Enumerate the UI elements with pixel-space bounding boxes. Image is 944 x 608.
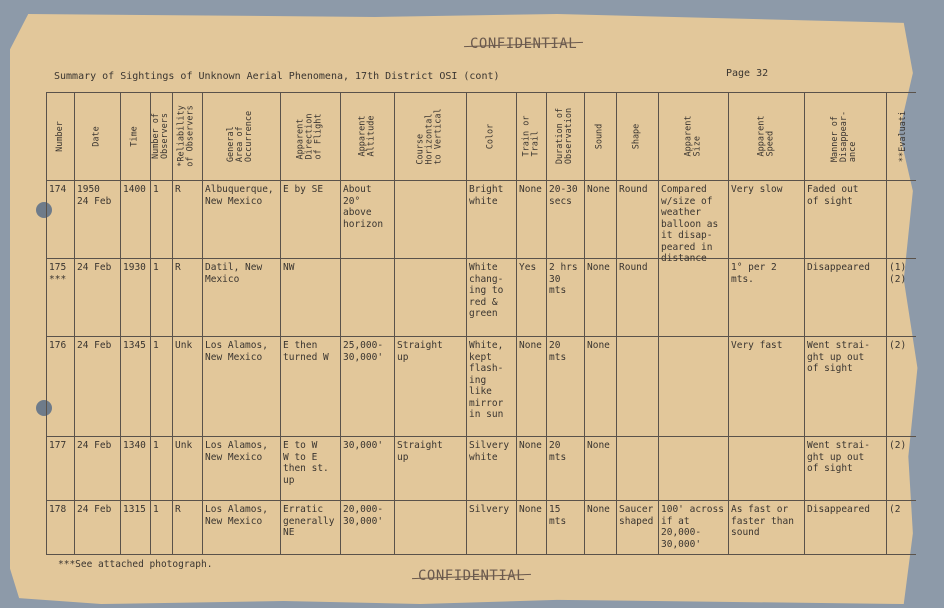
- cell-area: Datil, New Mexico: [205, 262, 263, 285]
- cell-course: [397, 504, 465, 552]
- column-header-label: Apparent Size: [682, 115, 702, 157]
- cell-shape: Round: [619, 262, 648, 273]
- cell-observers: 1: [153, 184, 159, 195]
- row-rule: [46, 336, 916, 337]
- cell-number: 174: [49, 184, 67, 195]
- cell-reliability: Unk: [175, 440, 193, 451]
- column-header: [516, 94, 546, 178]
- column-header-label: Color: [485, 123, 496, 149]
- cell-altitude: 30,000': [343, 440, 384, 451]
- row-rule: [46, 180, 916, 181]
- cell-reliability: R: [175, 504, 181, 515]
- cell-color: White chang- ing to red & green: [469, 262, 504, 319]
- cell-shape: Round: [619, 184, 648, 195]
- column-header: [74, 94, 120, 178]
- column-header-label: Sound: [594, 123, 605, 149]
- cell-time: 1345: [123, 340, 146, 351]
- cell-altitude: 20,000- 30,000': [343, 504, 384, 527]
- cell-size: [661, 440, 727, 498]
- row-rule: [46, 500, 916, 501]
- column-header-label: *Reliability of Observers: [177, 105, 197, 167]
- cell-evaluation: (2): [889, 440, 907, 451]
- cell-date: 24 Feb: [77, 262, 112, 273]
- cell-date: 24 Feb: [77, 340, 112, 351]
- column-header-label: Manner of Disappear- ance: [830, 110, 859, 162]
- column-header: [804, 94, 886, 178]
- column-header: [394, 94, 466, 178]
- cell-altitude: 25,000- 30,000': [343, 340, 384, 363]
- column-header: [616, 94, 658, 178]
- cell-duration: 20-30 secs: [549, 184, 578, 207]
- cell-speed: Very fast: [731, 340, 783, 351]
- cell-number: 178: [49, 504, 67, 515]
- cell-time: 1340: [123, 440, 146, 451]
- column-header: [46, 94, 74, 178]
- cell-time: 1930: [123, 262, 146, 273]
- cell-sound: None: [587, 262, 610, 273]
- column-header: [202, 94, 280, 178]
- column-header-label: Apparent Direction of Flight: [295, 112, 324, 160]
- cell-color: White, kept flash- ing like mirror in sun: [469, 340, 504, 420]
- column-header-label: Apparent Speed: [755, 115, 775, 157]
- column-header-label: Apparent Altitude: [356, 115, 376, 157]
- confidential-stamp-bottom: CONFIDENTIAL: [418, 568, 526, 584]
- cell-date: 24 Feb: [77, 504, 112, 515]
- cell-number: 177: [49, 440, 67, 451]
- cell-evaluation: (1) (2): [889, 262, 907, 285]
- cell-course: Straight up: [397, 440, 443, 463]
- cell-disappearance: Went strai- ght up out of sight: [807, 340, 870, 374]
- sightings-table: [46, 92, 922, 556]
- cell-observers: 1: [153, 262, 159, 273]
- column-header-label: Number of Observers: [151, 112, 170, 160]
- cell-duration: 20 mts: [549, 340, 567, 363]
- cell-sound: None: [587, 504, 610, 515]
- column-header-label: Shape: [631, 123, 642, 149]
- row-rule: [46, 436, 916, 437]
- cell-area: Los Alamos, New Mexico: [205, 440, 268, 463]
- column-header-label: Date: [91, 125, 102, 147]
- cell-reliability: Unk: [175, 340, 193, 351]
- row-rule: [46, 258, 916, 259]
- cell-direction: E by SE: [283, 184, 324, 195]
- cell-date: 1950 24 Feb: [77, 184, 112, 207]
- cell-speed: [731, 440, 803, 498]
- cell-course: [397, 184, 465, 256]
- cell-number: 176: [49, 340, 67, 351]
- cell-time: 1315: [123, 504, 146, 515]
- column-header: [120, 94, 150, 178]
- cell-evaluation: [889, 184, 921, 256]
- cell-duration: 20 mts: [549, 440, 567, 463]
- footnote: ***See attached photograph.: [58, 559, 213, 570]
- cell-area: Los Alamos, New Mexico: [205, 340, 268, 363]
- cell-disappearance: Disappeared: [807, 262, 870, 273]
- cell-disappearance: Faded out of sight: [807, 184, 859, 207]
- column-header: [172, 94, 202, 178]
- cell-course: [397, 262, 465, 334]
- cell-color: Bright white: [469, 184, 504, 207]
- column-header: [886, 94, 922, 178]
- document-title: Summary of Sightings of Unknown Aerial Phenomena, 17th District OSI (cont): [54, 71, 500, 82]
- cell-observers: 1: [153, 440, 159, 451]
- cell-shape: [619, 340, 657, 434]
- cell-sound: None: [587, 340, 610, 351]
- cell-disappearance: Disappeared: [807, 504, 870, 515]
- cell-evaluation: (2: [889, 504, 901, 515]
- cell-altitude: About 20° above horizon: [343, 184, 384, 230]
- column-header: [728, 94, 804, 178]
- cell-sound: None: [587, 440, 610, 451]
- cell-size: [661, 262, 727, 334]
- column-header: [584, 94, 616, 178]
- column-header-label: **Evaluati: [898, 110, 909, 162]
- cell-reliability: R: [175, 184, 181, 195]
- column-header-label: Train or Trail: [521, 115, 541, 157]
- cell-trail: None: [519, 440, 542, 451]
- cell-size: [661, 340, 727, 434]
- cell-trail: None: [519, 504, 542, 515]
- cell-shape: Saucer shaped: [619, 504, 654, 527]
- cell-disappearance: Went strai- ght up out of sight: [807, 440, 870, 474]
- row-rule: [46, 92, 916, 93]
- cell-direction: NW: [283, 262, 295, 273]
- column-header: [466, 94, 516, 178]
- cell-area: Albuquerque, New Mexico: [205, 184, 274, 207]
- cell-direction: E then turned W: [283, 340, 329, 363]
- column-header-label: Number: [54, 120, 65, 152]
- column-header: [546, 94, 584, 178]
- page-number: Page 32: [726, 68, 769, 79]
- cell-observers: 1: [153, 340, 159, 351]
- column-header: [658, 94, 728, 178]
- cell-speed: As fast or faster than sound: [731, 504, 794, 538]
- cell-trail: None: [519, 340, 542, 351]
- column-header-label: General Area of Occurrence: [226, 110, 255, 162]
- cell-evaluation: (2): [889, 340, 907, 351]
- cell-speed: 1° per 2 mts.: [731, 262, 777, 285]
- cell-date: 24 Feb: [77, 440, 112, 451]
- cell-time: 1400: [123, 184, 146, 195]
- cell-altitude: [343, 262, 393, 334]
- cell-trail: None: [519, 184, 542, 195]
- cell-speed: Very slow: [731, 184, 783, 195]
- column-header-label: Course Horizontal to Vertical: [415, 107, 444, 165]
- cell-trail: Yes: [519, 262, 537, 273]
- cell-observers: 1: [153, 504, 159, 515]
- column-header-label: Duration of Observation: [555, 107, 575, 165]
- cell-number: 175 ***: [49, 262, 67, 285]
- cell-size: 100' across if at 20,000- 30,000': [661, 504, 724, 550]
- column-header-label: Time: [129, 125, 140, 147]
- cell-duration: 2 hrs 30 mts: [549, 262, 578, 296]
- cell-direction: E to W W to E then st. up: [283, 440, 329, 486]
- cell-duration: 15 mts: [549, 504, 567, 527]
- row-rule: [46, 554, 916, 555]
- cell-shape: [619, 440, 657, 498]
- column-header: [280, 94, 340, 178]
- cell-sound: None: [587, 184, 610, 195]
- cell-color: Silvery white: [469, 440, 510, 463]
- column-header: [340, 94, 394, 178]
- cell-size: Compared w/size of weather balloon as it disap- peared in distance: [661, 184, 719, 264]
- cell-direction: Erratic generally NE: [283, 504, 335, 538]
- cell-course: Straight up: [397, 340, 443, 363]
- cell-color: Silvery: [469, 504, 510, 515]
- column-header: [150, 94, 172, 178]
- confidential-stamp-top: CONFIDENTIAL: [470, 36, 578, 52]
- cell-reliability: R: [175, 262, 181, 273]
- cell-area: Los Alamos, New Mexico: [205, 504, 268, 527]
